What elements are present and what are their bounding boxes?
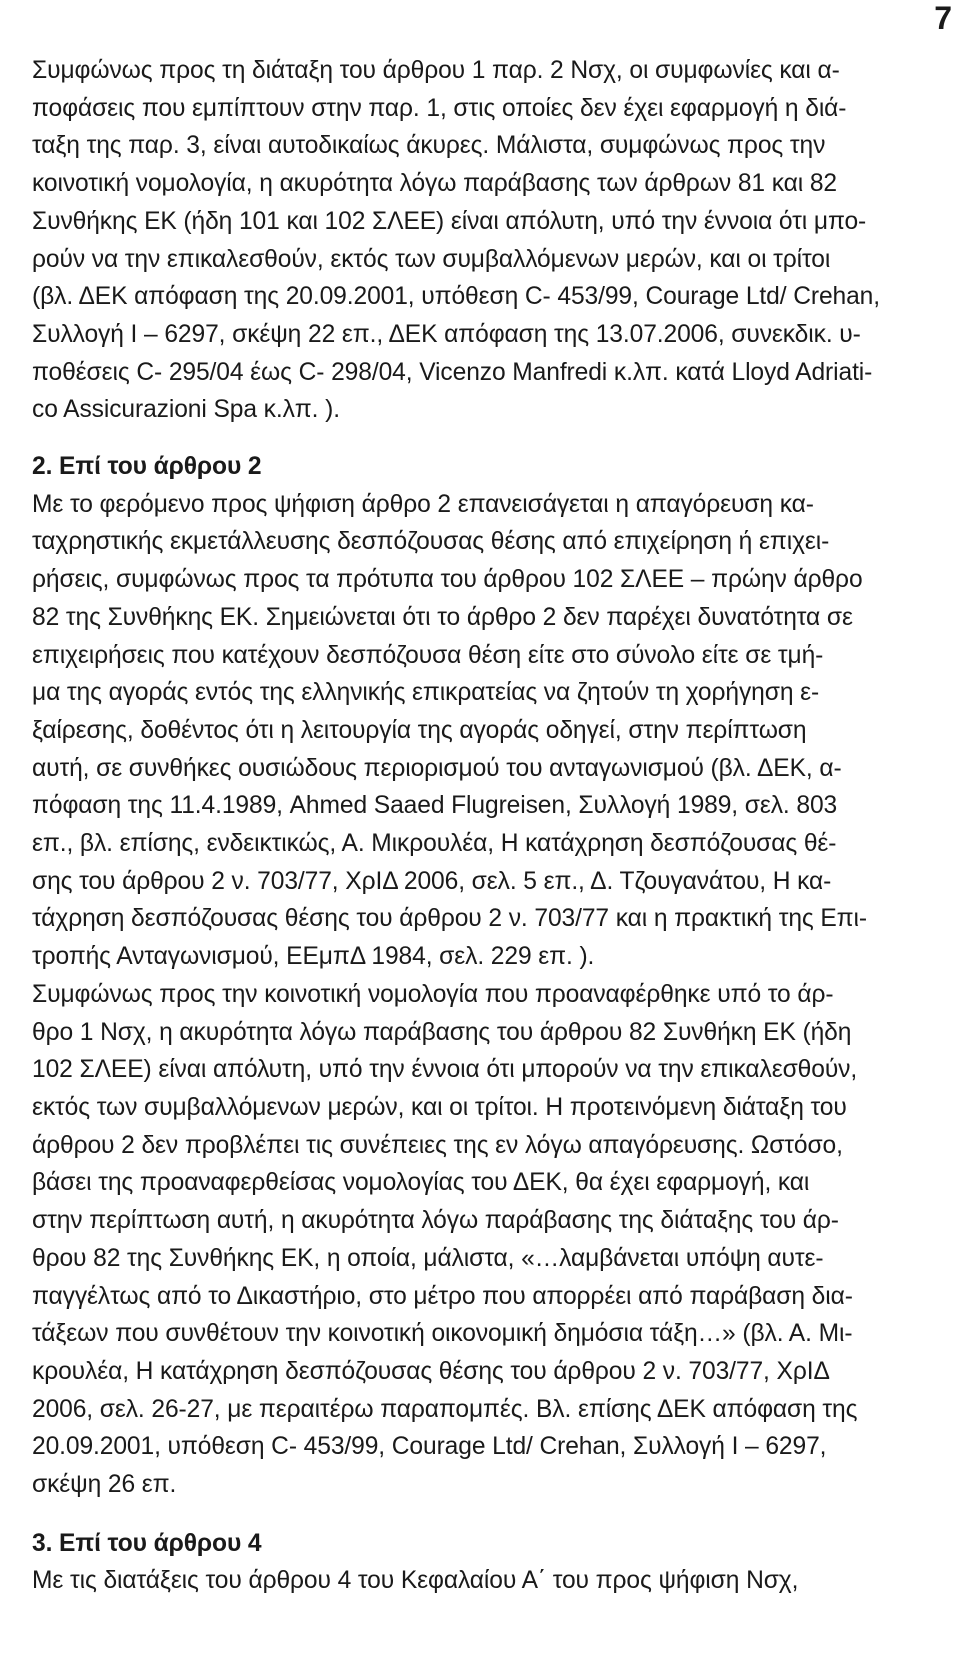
text-line: μα της αγοράς εντός της ελληνικής επικρατείας να ζητούν τη χορήγηση ε- <box>32 679 820 707</box>
text-line: Συλλογή Ι – 6297, σκέψη 22 επ., ΔΕΚ απόφαση της 13.07.2006, συνεκδικ. υ- <box>32 320 861 348</box>
text-line: ποφάσεις που εμπίπτουν στην παρ. 1, στις οποίες δεν έχει εφαρμογή η διά- <box>32 94 847 122</box>
text-line: τάξεων που συνθέτουν την κοινοτική οικονομική δημόσια τάξη…» (βλ. Α. Μι- <box>32 1320 853 1348</box>
text-line: πόφαση της 11.4.1989, Ahmed Saaed Flugreisen, Συλλογή 1989, σελ. 803 <box>32 792 838 820</box>
text-line: άρθρου 2 δεν προβλέπει τις συνέπειες της εν λόγω απαγόρευσης. Ωστόσο, <box>32 1131 843 1159</box>
text-line: Με τις διατάξεις του άρθρου 4 του Κεφαλαίου Α΄ του προς ψήφιση Νσχ, <box>32 1567 799 1595</box>
text-line: βάσει της προαναφερθείσας νομολογίας του ΔΕΚ, θα έχει εφαρμογή, και <box>32 1169 810 1197</box>
paragraph-article-2 <box>32 486 950 1504</box>
paragraph-article-1-nullity <box>32 52 950 429</box>
text-line: κοινοτική νομολογία, η ακυρότητα λόγω παράβασης των άρθρων 81 και 82 <box>32 170 838 198</box>
text-line: στην περίπτωση αυτή, η ακυρότητα λόγω παράβασης της διάταξης του άρ- <box>32 1207 839 1235</box>
page-number: 7 <box>934 0 952 36</box>
section-spacer <box>32 1504 950 1525</box>
text-line: Συμφώνως προς την κοινοτική νομολογία που προαναφέρθηκε υπό το άρ- <box>32 980 834 1008</box>
text-line: τάχρηση δεσπόζουσας θέσης του άρθρου 2 ν. 703/77 και η πρακτική της Επι- <box>32 905 868 933</box>
text-line: (βλ. ΔΕΚ απόφαση της 20.09.2001, υπόθεση C- 453/99, Courage Ltd/ Crehan, <box>32 283 880 311</box>
text-line: Συμφώνως προς τη διάταξη του άρθρου 1 παρ. 2 Νσχ, οι συμφωνίες και α- <box>32 57 840 84</box>
section-heading-article-4: 3. Επί του άρθρου 4 <box>32 1529 262 1557</box>
section-heading-article-2: 2. Επί του άρθρου 2 <box>32 453 262 481</box>
text-line: 2006, σελ. 26-27, με περαιτέρω παραπομπές. Βλ. επίσης ΔΕΚ απόφαση της <box>32 1395 858 1423</box>
text-line: ρήσεις, συμφώνως προς τα πρότυπα του άρθρου 102 ΣΛΕΕ – πρώην άρθρο <box>32 566 863 594</box>
text-line: co Assicurazioni Spa κ.λπ. ). <box>32 396 340 424</box>
text-line: σης του άρθρου 2 ν. 703/77, ΧρΙΔ 2006, σελ. 5 επ., Δ. Τζουγανάτου, Η κα- <box>32 867 832 895</box>
text-line: θρο 1 Νσχ, η ακυρότητα λόγω παράβασης του άρθρου 82 Συνθήκη ΕΚ (ήδη <box>32 1018 852 1046</box>
text-line: εκτός των συμβαλλόμενων μερών, και οι τρίτοι. Η προτεινόμενη διάταξη του <box>32 1093 847 1121</box>
text-line: ταξη της παρ. 3, είναι αυτοδικαίως άκυρες. Μάλιστα, συμφώνως προς την <box>32 132 826 160</box>
text-line: Συνθήκης ΕΚ (ήδη 101 και 102 ΣΛΕΕ) είναι απόλυτη, υπό την έννοια ότι μπο- <box>32 207 867 235</box>
text-line: ξαίρεσης, δοθέντος ότι η λειτουργία της αγοράς οδηγεί, στην περίπτωση <box>32 716 807 744</box>
text-line: ρούν να την επικαλεσθούν, εκτός των συμβαλλόμενων μερών, και οι τρίτοι <box>32 245 831 273</box>
text-line: παγγέλτως από το Δικαστήριο, στο μέτρο που απορρέει από παράβαση δια- <box>32 1282 853 1310</box>
text-line: κρουλέα, Η κατάχρηση δεσπόζουσας θέσης του άρθρου 2 ν. 703/77, ΧρΙΔ <box>32 1357 830 1385</box>
paragraph-article-4 <box>32 1562 950 1600</box>
text-line: ταχρηστικής εκμετάλλευσης δεσπόζουσας θέσης από επιχείρηση ή επιχει- <box>32 528 830 556</box>
text-line: Με το φερόμενο προς ψήφιση άρθρο 2 επανεισάγεται η απαγόρευση κα- <box>32 490 814 518</box>
text-line: αυτή, σε συνθήκες ουσιώδους περιορισμού του ανταγωνισμού (βλ. ΔΕΚ, α- <box>32 754 842 782</box>
document-body <box>32 52 950 1600</box>
text-line: επιχειρήσεις που κατέχουν δεσπόζουσα θέση είτε στο σύνολο είτε σε τμή- <box>32 641 824 669</box>
text-line: επ., βλ. επίσης, ενδεικτικώς, Α. Μικρουλέα, Η κατάχρηση δεσπόζουσας θέ- <box>32 830 837 858</box>
text-line: σκέψη 26 επ. <box>32 1471 177 1499</box>
text-line: τροπής Ανταγωνισμού, ΕΕμπΔ 1984, σελ. 229 επ. ). <box>32 943 595 971</box>
text-line: ποθέσεις C- 295/04 έως C- 298/04, Vicenzo Manfredi κ.λπ. κατά Lloyd Adriati- <box>32 358 873 386</box>
text-line: θρου 82 της Συνθήκης ΕΚ, η οποία, μάλιστα, «…λαμβάνεται υπόψη αυτε- <box>32 1244 824 1272</box>
text-line: 82 της Συνθήκης ΕΚ. Σημειώνεται ότι το άρθρο 2 δεν παρέχει δυνατότητα σε <box>32 603 853 631</box>
text-line: 20.09.2001, υπόθεση C- 453/99, Courage Ltd/ Crehan, Συλλογή Ι – 6297, <box>32 1433 827 1461</box>
section-spacer <box>32 429 950 448</box>
text-line: 102 ΣΛΕΕ) είναι απόλυτη, υπό την έννοια ότι μπορούν να την επικαλεσθούν, <box>32 1056 858 1084</box>
